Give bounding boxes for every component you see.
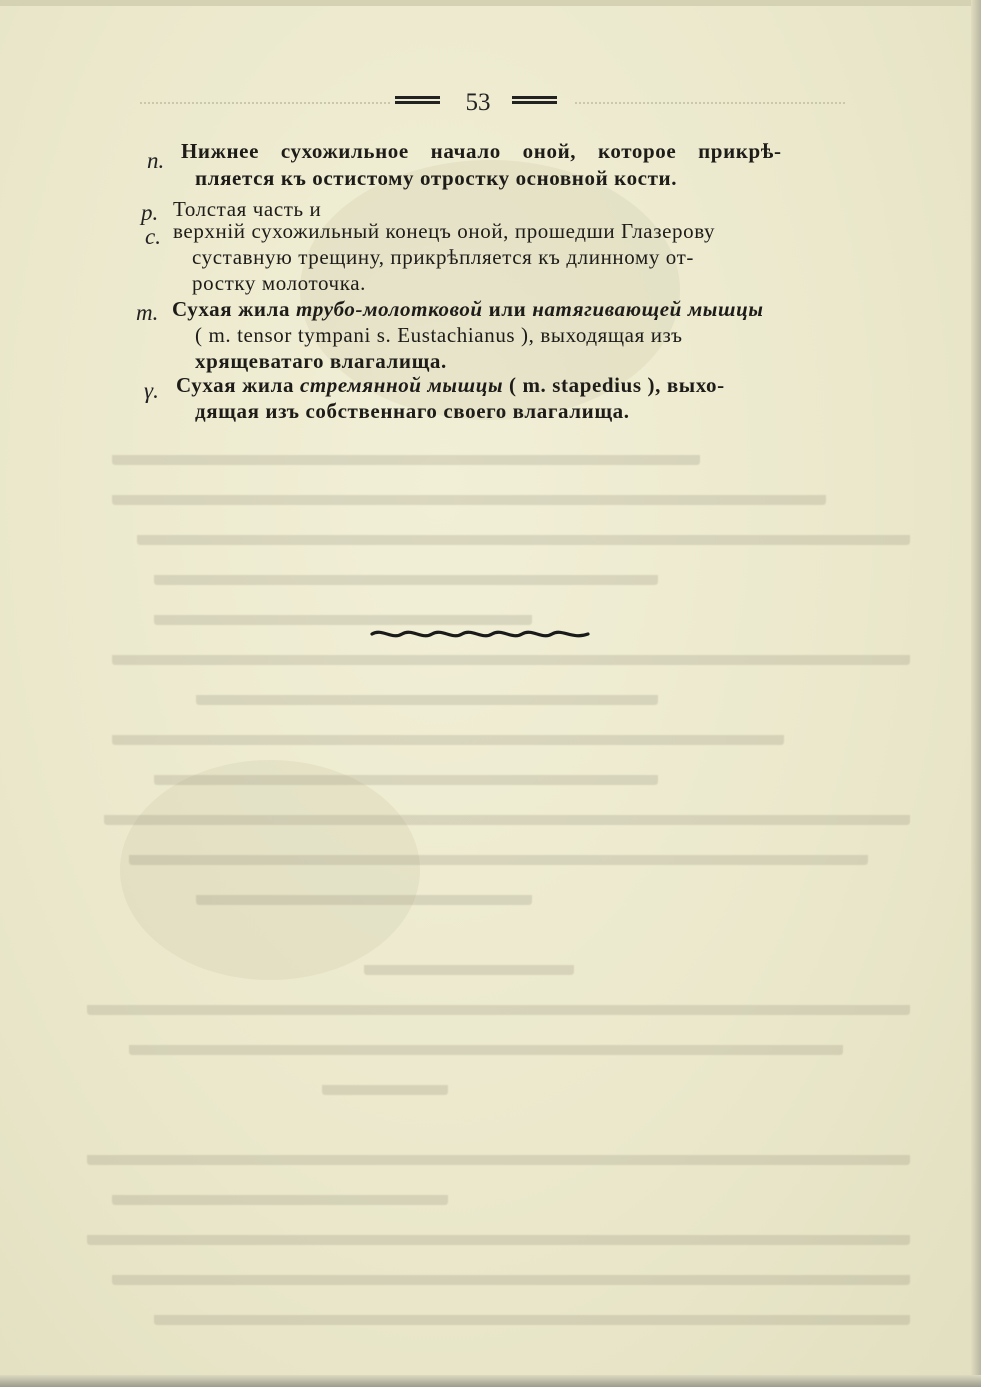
page-edge-top xyxy=(0,0,981,6)
entry-text-line: дящая изъ собственнаго своего влагалища. xyxy=(195,399,630,423)
entry-text-line: хрящеватаго влагалища. xyxy=(195,349,447,373)
entry-text-line: верхній сухожильный конецъ оной, прошедши Глазерову xyxy=(173,219,716,243)
entry-text-line: Толстая часть и xyxy=(173,197,322,221)
entry-text-line: Сухая жила трубо-молотковой или натягивающей мышцы xyxy=(172,297,764,321)
entry-text-line: суставную трещину, прикрѣпляется къ длинному от- xyxy=(192,245,694,269)
header-double-rule-right xyxy=(512,96,557,99)
page-edge-bottom xyxy=(0,1375,981,1387)
entry-label: p. xyxy=(141,200,159,225)
entry-text-line: ростку молоточка. xyxy=(192,271,366,295)
entry-label: c. xyxy=(145,224,161,249)
entry-label: γ. xyxy=(144,378,159,403)
header-double-rule-left xyxy=(395,96,440,99)
header-dotted-rule-right xyxy=(575,102,845,107)
entry-text-line: Сухая жила стремянной мышцы ( m. stapedius ), выхо- xyxy=(176,373,725,397)
entry-text-line: ( m. tensor tympani s. Eustachianus ), выходящая изъ xyxy=(195,323,683,347)
page-header xyxy=(0,88,981,122)
ornamental-flourish xyxy=(370,626,590,642)
page-edge-right xyxy=(971,0,981,1387)
entry-text-line: пляется къ остистому отростку основной кости. xyxy=(195,166,678,190)
entry-label: n. xyxy=(147,148,165,173)
header-dotted-rule-left xyxy=(140,102,390,107)
entry-text-line: Нижнее сухожильное начало оной, которое прикрѣ- xyxy=(181,139,782,163)
entry-label: m. xyxy=(136,300,159,325)
page-number: 53 xyxy=(465,89,491,116)
show-through-text xyxy=(70,430,910,1130)
